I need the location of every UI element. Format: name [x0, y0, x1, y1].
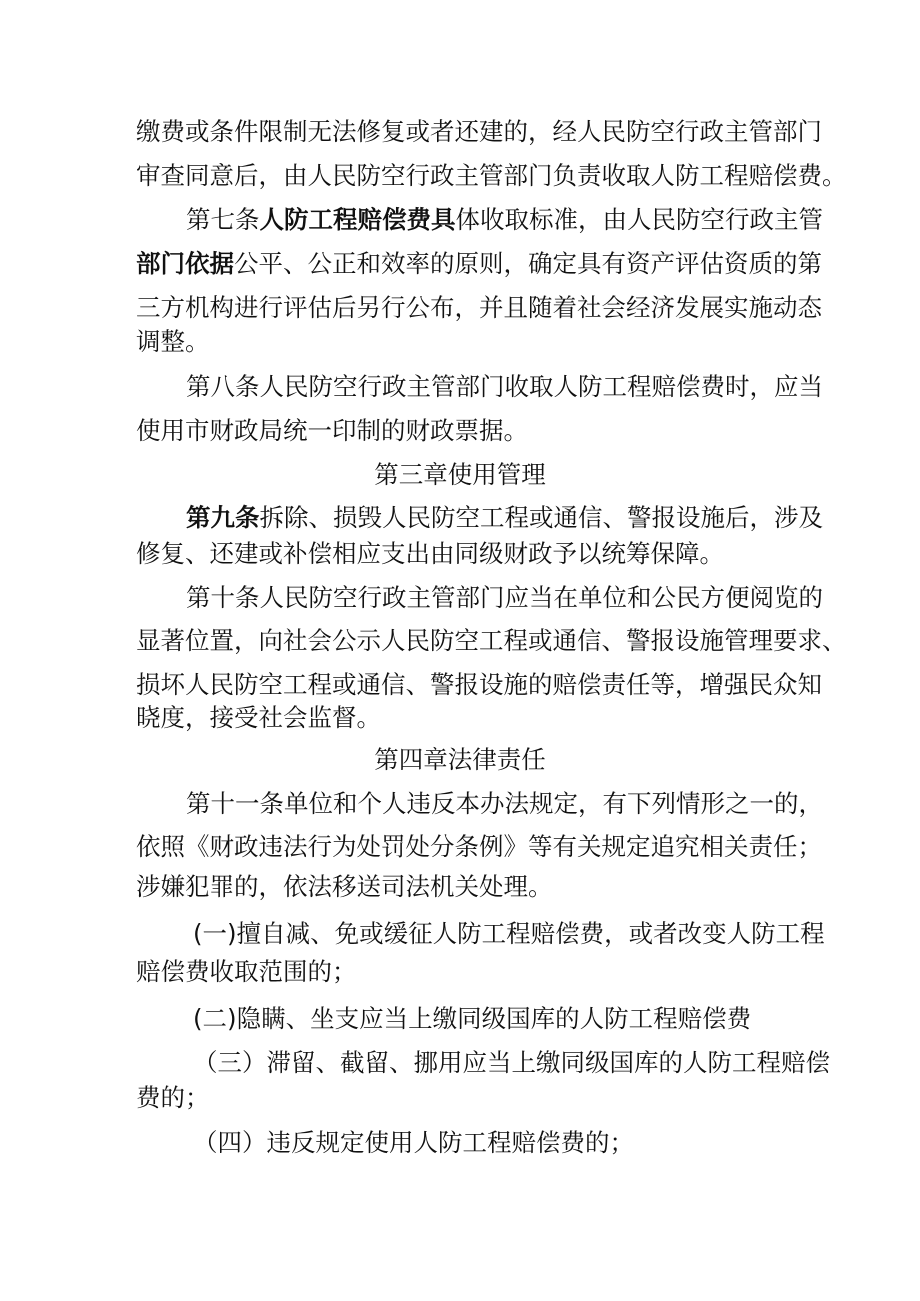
paragraph-line: 涉嫌犯罪的，依法移送司法机关处理。	[136, 872, 553, 901]
article-7-heading-line	[186, 199, 823, 241]
text-run: 施管理要求、	[699, 626, 847, 655]
article-10-line: 第十条人民防空行政主管部门应当在单位和公民方便阅览的	[186, 583, 823, 612]
paragraph-line: 修复、还建或补偿相应支出由同级财政予以统筹保障。	[136, 539, 724, 568]
paragraph-line	[136, 620, 847, 662]
text-run: 体收取标准，由人民防空行政主管	[455, 205, 823, 234]
text-run: 民防空工程或通信、警报设	[405, 626, 700, 655]
text-run: 经人民防空行政主管部门	[552, 117, 822, 146]
text-run: 的赔偿责任等，增强民众知	[528, 670, 822, 699]
item-1-line: (一)擅自减、免或缓征人防工程赔偿费，或者改变人防工程	[193, 919, 825, 948]
item-2-line: (二)隐瞒、坐支应当上缴同级国库的人防工程赔偿费	[193, 1004, 752, 1033]
text-run: 由人民防空行政主管部门负责收取人防工程赔偿费。	[283, 161, 847, 190]
item-4-line: （四）违反规定使用人防工程赔偿费的；	[193, 1128, 634, 1157]
item-3-line: （三）滞留、截留、挪用应当上缴同级国库的人防工程赔偿	[193, 1048, 830, 1077]
paragraph-line: 三方机构进行评估后另行公布，并且随着社会经济发展实施动态	[136, 293, 822, 322]
paragraph-line	[136, 111, 822, 153]
text-run: 公平、公正和效率的原则，确定具有资产评估资质的第	[234, 249, 822, 278]
chapter-3-heading: 第三章使用管理	[374, 460, 546, 489]
paragraph-line: 费的；	[136, 1083, 210, 1112]
text-run: 显著位置，向社会公示人	[136, 626, 406, 655]
paragraph-line: 依照《财政违法行为处罚处分条例》等有关规定追究相关责任；	[136, 832, 822, 861]
article-8-line: 第八条人民防空行政主管部门收取人防工程赔偿费时，应当	[186, 372, 823, 401]
paragraph-line	[136, 243, 822, 285]
chapter-4-heading: 第四章法律责任	[374, 745, 546, 774]
text-run: 审查同意后，	[136, 161, 283, 190]
text-run: 缴费或条件限制无法修复或者还建的，	[136, 117, 553, 146]
text-run: 民防空工程或通信、警报设施	[209, 670, 528, 699]
paragraph-line: 使用市财政局统一印制的财政票据。	[136, 416, 528, 445]
article-number: 第七条	[186, 205, 260, 234]
article-number: 第九条	[186, 503, 260, 532]
text-run: 部门依据	[136, 249, 234, 278]
text-run: 拆除、损毁人民防空工程或通信、警报设施后，涉及	[259, 503, 823, 532]
article-11-line: 第十一条单位和个人违反本办法规定，有下列情形之一的，	[186, 789, 823, 818]
paragraph-line: 调整。	[136, 327, 210, 356]
paragraph-line: 赔偿费收取范围的；	[136, 957, 357, 986]
paragraph-line: 晓度，接受社会监督。	[136, 703, 381, 732]
text-run: 损坏人	[136, 670, 210, 699]
text-run: 人防工程赔偿费具	[259, 205, 456, 234]
paragraph-line	[136, 155, 847, 197]
